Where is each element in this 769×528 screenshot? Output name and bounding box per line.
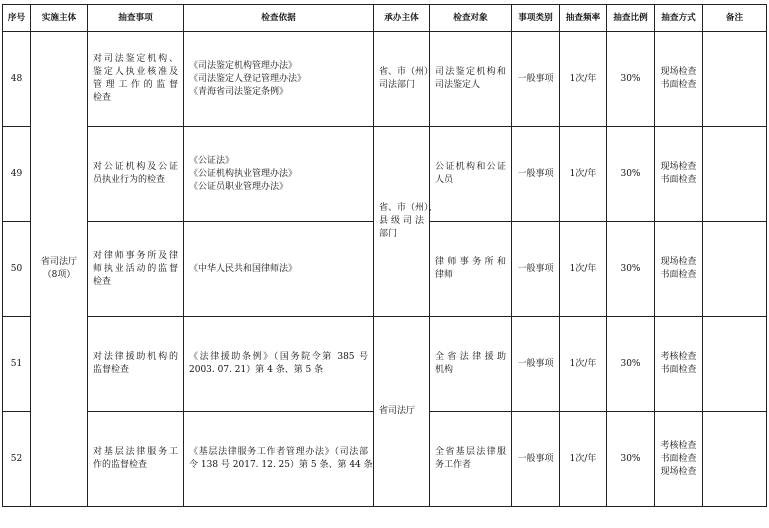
- organizer-line: 省、市（州）、: [379, 203, 438, 213]
- item-line: 作的监督检查: [93, 460, 148, 470]
- basis-line: 《司法鉴定人登记管理办法》: [189, 73, 307, 84]
- target-cell: [430, 317, 512, 412]
- basis-line: 《公证机构执业管理办法》: [189, 168, 298, 179]
- item-line: 师执业活动的监督: [93, 263, 178, 274]
- item-line: 对律师事务所及律: [93, 250, 178, 261]
- method-line: 书面检查: [660, 365, 697, 375]
- target-line: 人员: [435, 175, 454, 185]
- method-line: 现场检查: [660, 67, 697, 77]
- item-line: 对基层法律服务工: [93, 447, 178, 457]
- method-cell: [655, 317, 703, 412]
- row-number: 50: [3, 222, 31, 317]
- implementer-count: （8项）: [42, 270, 76, 280]
- item-line: 检查: [93, 93, 112, 103]
- method-cell: [655, 32, 703, 127]
- target-line: 务工作者: [435, 460, 472, 470]
- method-line: 考核检查: [660, 440, 697, 451]
- method-line: 书面检查: [660, 453, 697, 464]
- method-line: 现场检查: [660, 466, 697, 477]
- organizer-line: 司法部门: [379, 80, 416, 90]
- method-line: 书面检查: [660, 270, 697, 280]
- method-cell: [655, 222, 703, 317]
- header-target: 检查对象: [430, 5, 512, 32]
- item-line: 检查: [93, 276, 112, 287]
- remark-cell: [703, 32, 767, 127]
- organizer-line: 部门: [379, 229, 398, 239]
- category-cell: 一般事项: [512, 317, 560, 412]
- ratio-cell: 30%: [607, 317, 655, 412]
- header-implementer: 实施主体: [31, 5, 88, 32]
- category-cell: 一般事项: [512, 222, 560, 317]
- target-line: 律师事务所和: [435, 257, 506, 267]
- item-line: 管理工作的监督: [93, 80, 178, 90]
- basis-line: 《法律援助条例》（国务院令第 385 号: [189, 352, 368, 362]
- organizer-line: 县级司法: [379, 216, 424, 226]
- item-line: 对法律援助机构的: [93, 352, 178, 362]
- target-line: 司法鉴定机构和: [435, 67, 506, 77]
- basis-line: 《基层法律服务工作者管理办法》（司法部: [189, 447, 368, 457]
- organizer-line: 省司法厅: [379, 406, 416, 416]
- organizer-line: 省、市（州）: [379, 67, 434, 77]
- target-line: 司法鉴定人: [435, 80, 481, 90]
- header-method: 抽查方式: [655, 5, 703, 32]
- basis-line: 《公证员职业管理办法》: [189, 181, 289, 192]
- organizer-cell: [374, 317, 430, 507]
- header-frequency: 抽查频率: [560, 5, 607, 32]
- method-line: 书面检查: [660, 80, 697, 90]
- ratio-cell: 30%: [607, 32, 655, 127]
- header-category: 事项类别: [512, 5, 560, 32]
- category-cell: 一般事项: [512, 412, 560, 507]
- row-number: 49: [3, 127, 31, 222]
- basis-cell: [184, 222, 374, 317]
- basis-line: 2003. 07. 21）第 4 条、第 5 条: [189, 365, 324, 375]
- method-line: 考核检查: [660, 352, 697, 362]
- organizer-cell: [374, 32, 434, 127]
- basis-cell: [184, 32, 374, 127]
- inspection-table: [2, 4, 767, 507]
- header-basis: 检查依据: [184, 5, 374, 32]
- basis-line: 《青海省司法鉴定条例》: [189, 86, 289, 97]
- row-number: 52: [3, 412, 31, 507]
- basis-line: 《中华人民共和国律师法》: [189, 263, 298, 274]
- target-line: 机构: [435, 365, 454, 375]
- basis-cell: [184, 317, 374, 412]
- basis-cell: [184, 412, 374, 507]
- frequency-cell: 1次/年: [560, 412, 607, 507]
- method-cell: [655, 127, 703, 222]
- item-line: 对公证机构及公证: [93, 162, 178, 172]
- remark-cell: [703, 412, 767, 507]
- table-row: [3, 317, 767, 412]
- frequency-cell: 1次/年: [560, 317, 607, 412]
- ratio-cell: 30%: [607, 222, 655, 317]
- item-cell: [88, 222, 184, 317]
- header-no: 序号: [3, 5, 31, 32]
- organizer-cell: [374, 127, 438, 317]
- target-line: 全省法律援助: [435, 352, 506, 362]
- target-cell: [430, 32, 512, 127]
- category-cell: 一般事项: [512, 127, 560, 222]
- method-line: 现场检查: [660, 162, 697, 172]
- method-line: 书面检查: [660, 175, 697, 185]
- item-line: 对司法鉴定机构、: [93, 54, 178, 64]
- ratio-cell: 30%: [607, 412, 655, 507]
- item-line: 员执业行为的检查: [93, 175, 166, 185]
- header-item: 抽查事项: [88, 5, 184, 32]
- target-line: 律师: [435, 270, 454, 280]
- method-line: 现场检查: [660, 257, 697, 267]
- basis-line: 《公证法》: [189, 155, 235, 166]
- header-organizer: 承办主体: [374, 5, 430, 32]
- implementer-name: 省司法厅: [40, 257, 77, 267]
- frequency-cell: 1次/年: [560, 222, 607, 317]
- row-number: 48: [3, 32, 31, 127]
- item-cell: [88, 127, 184, 222]
- category-cell: 一般事项: [512, 32, 560, 127]
- remark-cell: [703, 127, 767, 222]
- item-cell: [88, 32, 184, 127]
- item-cell: [88, 317, 184, 412]
- table-row: [3, 127, 767, 222]
- remark-cell: [703, 222, 767, 317]
- item-line: 鉴定人执业核准及: [93, 67, 178, 77]
- table-row: [3, 32, 767, 127]
- item-line: 监督检查: [93, 365, 130, 375]
- row-number: 51: [3, 317, 31, 412]
- method-cell: [655, 412, 703, 507]
- implementer-cell: [31, 32, 88, 507]
- basis-line: 《司法鉴定机构管理办法》: [189, 60, 298, 71]
- basis-cell: [184, 127, 374, 222]
- frequency-cell: 1次/年: [560, 127, 607, 222]
- remark-cell: [703, 317, 767, 412]
- frequency-cell: 1次/年: [560, 32, 607, 127]
- item-cell: [88, 412, 184, 507]
- basis-line: 令 138 号 2017. 12. 25）第 5 条、第 44 条: [189, 460, 373, 470]
- ratio-cell: 30%: [607, 127, 655, 222]
- target-cell: [430, 412, 512, 507]
- target-line: 公证机构和公证: [435, 162, 506, 172]
- header-ratio: 抽查比例: [607, 5, 655, 32]
- header-row: [3, 5, 767, 32]
- header-remark: 备注: [703, 5, 767, 32]
- target-cell: [430, 127, 512, 222]
- target-line: 全省基层法律服: [435, 447, 506, 457]
- target-cell: [430, 222, 512, 317]
